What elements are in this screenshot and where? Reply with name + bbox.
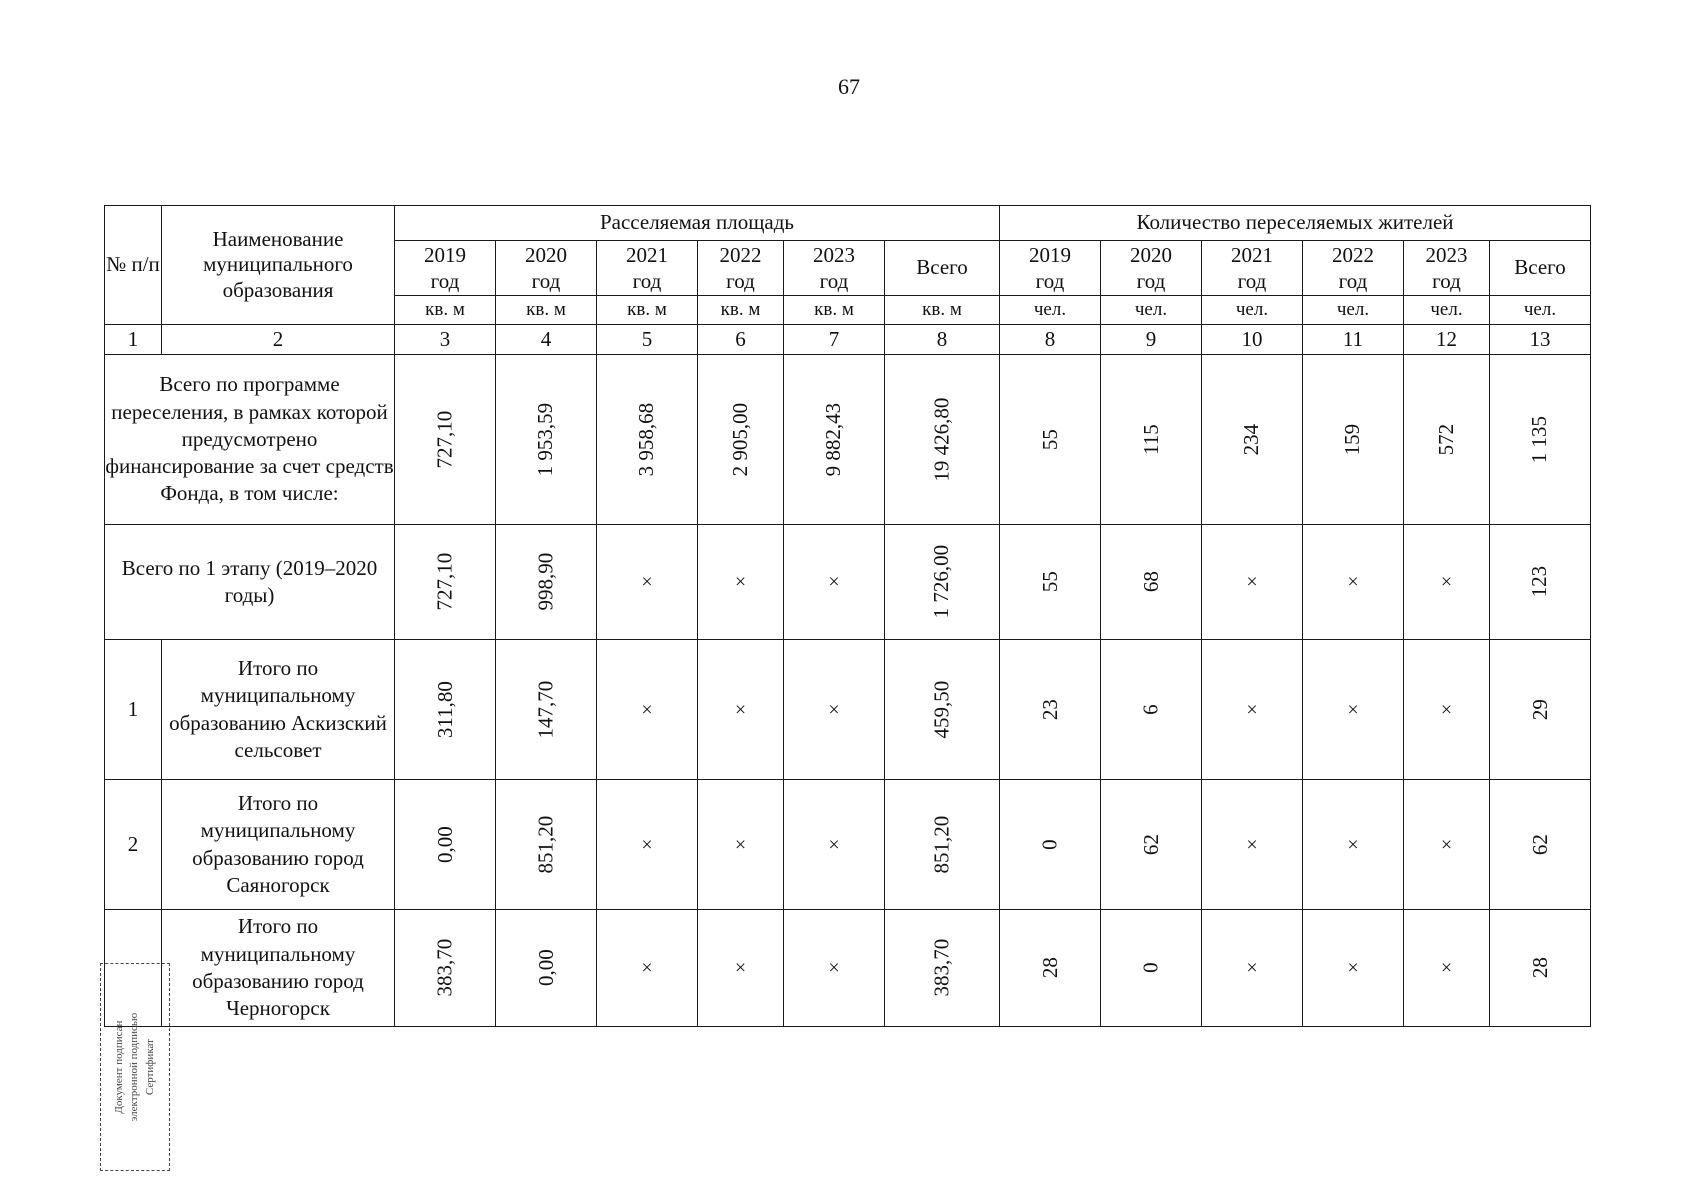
unit-people: чел. — [1202, 296, 1303, 325]
column-index: 11 — [1303, 325, 1404, 355]
row-value: 2 905,00 — [727, 402, 752, 477]
header-year-word: год — [1338, 269, 1368, 293]
unit-area: кв. м — [496, 296, 597, 325]
header-year-word: год — [726, 269, 755, 293]
unit-area: кв. м — [395, 296, 496, 325]
value-cell — [1202, 355, 1303, 525]
row-value: 0 — [1138, 962, 1163, 974]
row-value: 234 — [1239, 423, 1264, 456]
value-cell — [496, 640, 597, 780]
row-value: × — [1440, 833, 1453, 856]
row-value: 459,50 — [929, 680, 954, 739]
header-year: 2023 — [813, 242, 855, 267]
value-cell — [885, 640, 1000, 780]
row-value: 727,10 — [432, 553, 457, 611]
value-cell — [1202, 525, 1303, 640]
unit-people: чел. — [1303, 296, 1404, 325]
row-value: 28 — [1037, 957, 1062, 979]
header-year-cell — [698, 241, 784, 296]
column-index: 8 — [1000, 325, 1101, 355]
row-num: 1 — [105, 640, 162, 780]
value-cell — [1303, 780, 1404, 910]
row-value: × — [641, 698, 653, 721]
header-year: 2021 — [626, 242, 668, 267]
row-value: × — [734, 698, 747, 721]
value-cell — [395, 525, 496, 640]
row-value: 62 — [1527, 834, 1552, 855]
row-value: 998,90 — [533, 553, 558, 611]
value-cell — [1303, 640, 1404, 780]
row-value: × — [734, 957, 747, 980]
row-value: 23 — [1037, 699, 1062, 720]
column-index: 7 — [784, 325, 885, 355]
row-value: 383,70 — [929, 939, 954, 997]
value-cell — [1404, 355, 1490, 525]
unit-area: кв. м — [784, 296, 885, 325]
row-value: 851,20 — [929, 815, 954, 874]
row-value: 0,00 — [432, 826, 457, 863]
header-year-cell — [1404, 241, 1490, 296]
value-cell — [1490, 780, 1591, 910]
row-name: Итого по муниципальному образованию Аскизский сельсовет — [162, 640, 395, 780]
header-area-group: Расселяемая площадь — [395, 206, 1000, 241]
column-index: 13 — [1490, 325, 1591, 355]
header-year-cell — [1101, 241, 1202, 296]
header-year: 2019 — [1029, 242, 1071, 267]
row-value: 28 — [1527, 957, 1552, 979]
unit-area: кв. м — [698, 296, 784, 325]
row-value: 383,70 — [432, 939, 457, 997]
value-cell — [597, 910, 698, 1027]
value-cell — [784, 910, 885, 1027]
row-value: × — [1440, 698, 1453, 721]
value-cell — [1303, 525, 1404, 640]
value-cell — [395, 780, 496, 910]
row-value: 1 953,59 — [533, 402, 558, 477]
row-value: 0 — [1037, 839, 1062, 850]
value-cell — [395, 355, 496, 525]
row-value: 851,20 — [533, 815, 558, 874]
row-value: 123 — [1527, 566, 1552, 598]
row-value: 55 — [1037, 571, 1062, 593]
header-year-word: год — [819, 269, 849, 293]
value-cell — [496, 525, 597, 640]
value-cell — [1101, 640, 1202, 780]
value-cell — [1404, 525, 1490, 640]
row-value: 572 — [1433, 423, 1458, 456]
column-index: 2 — [162, 325, 395, 355]
value-cell — [597, 780, 698, 910]
value-cell — [784, 525, 885, 640]
row-value: × — [641, 571, 653, 594]
header-year-word: год — [1432, 269, 1461, 293]
resettlement-table — [104, 205, 1591, 1027]
column-index: 12 — [1404, 325, 1490, 355]
row-value: 0,00 — [533, 949, 558, 987]
value-cell — [1101, 525, 1202, 640]
value-cell — [1404, 910, 1490, 1027]
row-value: × — [1246, 571, 1258, 594]
column-index: 9 — [1101, 325, 1202, 355]
value-cell — [496, 780, 597, 910]
unit-area: кв. м — [885, 296, 1000, 325]
table-row — [105, 640, 1591, 780]
column-index: 8 — [885, 325, 1000, 355]
unit-people: чел. — [1000, 296, 1101, 325]
row-name: Всего по 1 этапу (2019–2020 годы) — [105, 525, 395, 640]
row-value: × — [1440, 957, 1453, 980]
row-value: × — [828, 957, 840, 980]
value-cell — [698, 640, 784, 780]
value-cell — [698, 910, 784, 1027]
table-row — [105, 910, 1591, 1027]
row-value: × — [1246, 833, 1258, 856]
row-value: 115 — [1138, 424, 1163, 455]
row-value: 3 958,68 — [634, 402, 659, 477]
page-number: 67 — [838, 74, 860, 99]
row-value: 29 — [1527, 699, 1552, 720]
row-name: Итого по муниципальному образованию город Черногорск — [162, 910, 395, 1027]
row-value: 311,80 — [432, 681, 457, 738]
value-cell — [597, 355, 698, 525]
stamp-line: Документ подписан — [112, 1020, 125, 1114]
row-num: 2 — [105, 780, 162, 910]
stamp-text — [112, 1013, 158, 1122]
header-year: 2020 — [525, 242, 567, 267]
value-cell — [1000, 525, 1101, 640]
row-value: × — [641, 957, 653, 980]
row-value: × — [641, 833, 653, 856]
header-total: Всего — [1490, 241, 1591, 296]
value-cell — [395, 910, 496, 1027]
table-row — [105, 525, 1591, 640]
value-cell — [1000, 640, 1101, 780]
value-cell — [1202, 640, 1303, 780]
row-value: × — [828, 571, 840, 594]
value-cell — [1303, 910, 1404, 1027]
value-cell — [698, 780, 784, 910]
value-cell — [885, 355, 1000, 525]
header-year-word: год — [430, 269, 460, 293]
row-value: × — [1440, 571, 1453, 594]
value-cell — [1490, 355, 1591, 525]
value-cell — [698, 355, 784, 525]
row-value: 62 — [1138, 834, 1163, 855]
header-year-cell — [1303, 241, 1404, 296]
header-year: 2021 — [1231, 242, 1273, 267]
header-residents-group: Количество переселяемых жителей — [1000, 206, 1591, 241]
row-value: 9 882,43 — [821, 402, 846, 477]
column-index: 5 — [597, 325, 698, 355]
header-year-word: год — [1237, 269, 1267, 293]
row-value: 6 — [1138, 704, 1163, 715]
value-cell — [597, 640, 698, 780]
table-row — [105, 780, 1591, 910]
column-index: 10 — [1202, 325, 1303, 355]
column-index: 1 — [105, 325, 162, 355]
row-name: Итого по муниципальному образованию город Саяногорск — [162, 780, 395, 910]
row-value: 1 135 — [1527, 415, 1552, 464]
value-cell — [1202, 780, 1303, 910]
stamp-line: Сертификат — [143, 1039, 156, 1095]
value-cell — [496, 910, 597, 1027]
value-cell — [885, 525, 1000, 640]
row-value: × — [1347, 957, 1359, 980]
value-cell — [1490, 640, 1591, 780]
value-cell — [1000, 780, 1101, 910]
signature-stamp — [100, 963, 170, 1171]
value-cell — [784, 640, 885, 780]
unit-people: чел. — [1101, 296, 1202, 325]
value-cell — [395, 640, 496, 780]
value-cell — [1303, 355, 1404, 525]
row-value: × — [828, 698, 840, 721]
header-year-cell — [784, 241, 885, 296]
header-year: 2019 — [424, 242, 466, 267]
header-year-word: год — [1136, 269, 1166, 293]
header-name: Наименование муниципального образования — [162, 206, 395, 325]
value-cell — [1404, 780, 1490, 910]
header-year: 2022 — [719, 242, 762, 267]
value-cell — [1404, 640, 1490, 780]
value-cell — [597, 525, 698, 640]
row-value: 1 726,00 — [929, 545, 954, 619]
row-value: 727,10 — [432, 410, 457, 469]
stamp-line: электронной подписью — [128, 1012, 141, 1122]
value-cell — [1101, 780, 1202, 910]
value-cell — [784, 780, 885, 910]
row-value: × — [1347, 698, 1359, 721]
row-value: × — [1347, 833, 1359, 856]
column-index: 6 — [698, 325, 784, 355]
value-cell — [1000, 910, 1101, 1027]
row-value: × — [1246, 957, 1258, 980]
header-year-word: год — [531, 269, 561, 293]
value-cell — [698, 525, 784, 640]
row-value: × — [1347, 571, 1359, 594]
header-year-word: год — [632, 269, 662, 293]
header-year: 2022 — [1332, 242, 1374, 267]
value-cell — [1101, 910, 1202, 1027]
header-year-cell — [1202, 241, 1303, 296]
unit-area: кв. м — [597, 296, 698, 325]
header-year-cell — [395, 241, 496, 296]
value-cell — [1490, 525, 1591, 640]
column-index: 4 — [496, 325, 597, 355]
row-value: 159 — [1340, 423, 1365, 456]
value-cell — [496, 355, 597, 525]
unit-people: чел. — [1404, 296, 1490, 325]
row-value: 19 426,80 — [929, 397, 954, 482]
row-value: 147,70 — [533, 680, 558, 739]
value-cell — [1000, 355, 1101, 525]
value-cell — [1490, 910, 1591, 1027]
value-cell — [1202, 910, 1303, 1027]
row-value: 68 — [1138, 571, 1163, 593]
value-cell — [1101, 355, 1202, 525]
row-value: 55 — [1037, 429, 1062, 450]
value-cell — [784, 355, 885, 525]
row-value: × — [734, 833, 747, 856]
header-num: № п/п — [105, 206, 162, 325]
row-value: × — [734, 571, 747, 594]
header-year-word: год — [1035, 269, 1065, 293]
unit-people: чел. — [1490, 296, 1591, 325]
value-cell — [885, 780, 1000, 910]
header-year: 2020 — [1130, 242, 1172, 267]
value-cell — [885, 910, 1000, 1027]
row-name: Всего по программе переселения, в рамках которой предусмотрено финансирование за счет средств Фонда, в том числе: — [105, 355, 395, 525]
header-total: Всего — [885, 241, 1000, 296]
header-year-cell — [1000, 241, 1101, 296]
row-value: × — [828, 833, 840, 856]
column-index: 3 — [395, 325, 496, 355]
table-row — [105, 355, 1591, 525]
header-year: 2023 — [1425, 242, 1468, 267]
row-value: × — [1246, 698, 1258, 721]
header-year-cell — [597, 241, 698, 296]
header-year-cell — [496, 241, 597, 296]
